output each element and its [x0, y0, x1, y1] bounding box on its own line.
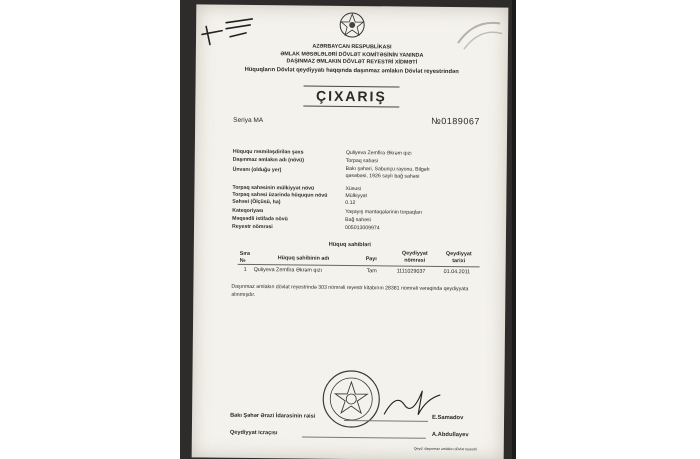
field-label: Hüququ rəsmiləşdirilən şəxs: [232, 148, 304, 156]
registrar-label: Qeydiyyat icraçısı: [229, 429, 278, 437]
office-head-label: Bakı Şəhər Ərazi İdarəsinin rəisi: [230, 412, 316, 420]
holder-row-share: Tam: [366, 268, 377, 275]
holder-row-regnum: 1111029037: [396, 268, 426, 275]
field-label: Ünvanı (olduğu yer): [232, 166, 282, 174]
field-value: Bağ sahəsi: [345, 216, 371, 224]
holders-title: Hüquq sahibləri: [328, 241, 372, 249]
photo-edge: [512, 0, 516, 459]
header-service: DAŞINMAZ ƏMLAKIN DÖVLƏT REYESTRİ XİDMƏTİ: [286, 58, 418, 66]
field-label: Kateqoriyası: [232, 207, 264, 215]
field-value: Mülkiyyət: [345, 192, 368, 200]
field-value-continued: qəsəbəsi, 1926 saylı bağ sahəsi: [345, 172, 420, 180]
holder-row-regdate: 01.04.2011: [443, 268, 471, 276]
field-value: Torpaq sahəsi: [345, 157, 379, 165]
field-label: Torpaq sahəsinin mülkiyyət növü: [232, 184, 315, 192]
header-republic: AZƏRBAYCAN RESPUBLİKASI: [312, 43, 392, 51]
field-label: Məqsədli istifadə növü: [232, 215, 288, 223]
holder-row-index: 1: [243, 266, 247, 273]
field-value: Bakı şəhəri, Sabunçu rayonu, Bilgəh: [345, 165, 430, 173]
field-value: 005013009974: [345, 224, 380, 232]
certificate-sheet: [192, 4, 509, 459]
document-photo: [180, 0, 516, 459]
holders-col-share: Payı: [365, 256, 377, 263]
holders-col-regnum: Qeydiyyat nömrəsi: [401, 250, 428, 264]
fine-print: Qeyd: daşınmaz əmlakın dövlət reyestri: [413, 446, 477, 452]
field-label: Torpaq sahəsi üzərində hüququn növü: [232, 191, 328, 199]
holders-col-name: Hüquq sahibinin adı: [277, 255, 330, 262]
field-value: Quliyeva Zemfira Əkrəm qızı: [345, 149, 412, 157]
holder-row-name: Quliyeva Zemfira Əkrəm qızı: [253, 266, 323, 274]
field-label: Daşınmaz əmlakın adı (növü): [232, 156, 304, 164]
registrar-line: [302, 437, 426, 439]
holders-col-index: Sıra №: [239, 250, 251, 264]
field-value: Xüsusi: [345, 185, 362, 193]
holders-col-regdate: Qeydiyyat tarixi: [445, 251, 472, 265]
document-title: ÇIXARIŞ: [315, 87, 387, 105]
header-committee: ƏMLAK MƏSƏLƏLƏRİ DÖVLƏT KOMİTƏSİNİN YANINDA: [280, 51, 424, 59]
field-value: 0.12: [345, 199, 356, 207]
series-label: Seriya MA: [233, 116, 264, 125]
title-rule-bottom: [303, 106, 399, 108]
state-emblem-icon: [337, 10, 367, 40]
field-label: Reyestr nömrəsi: [232, 223, 273, 231]
registrar-name: A.Abdullayev: [431, 431, 469, 439]
office-head-name: E.Samadov: [432, 414, 464, 422]
registry-note: Daşınmaz əmlakın dövlət reyestrində 303 nömrəli reyestr kitabının 28381 nömrəli vərəqində qeydiyyata alınmışdır.: [231, 283, 469, 299]
field-label: Sahəsi (Ölçüsü, ha): [232, 198, 281, 206]
field-value: Yaşayış məntəqələrinin torpaqları: [345, 208, 423, 216]
certificate-number: №0189067: [431, 115, 480, 127]
header-subtitle: Hüquqların Dövlət qeydiyyatı haqqında daşınmaz əmlakın Dövlət reyestrindən: [244, 66, 459, 76]
